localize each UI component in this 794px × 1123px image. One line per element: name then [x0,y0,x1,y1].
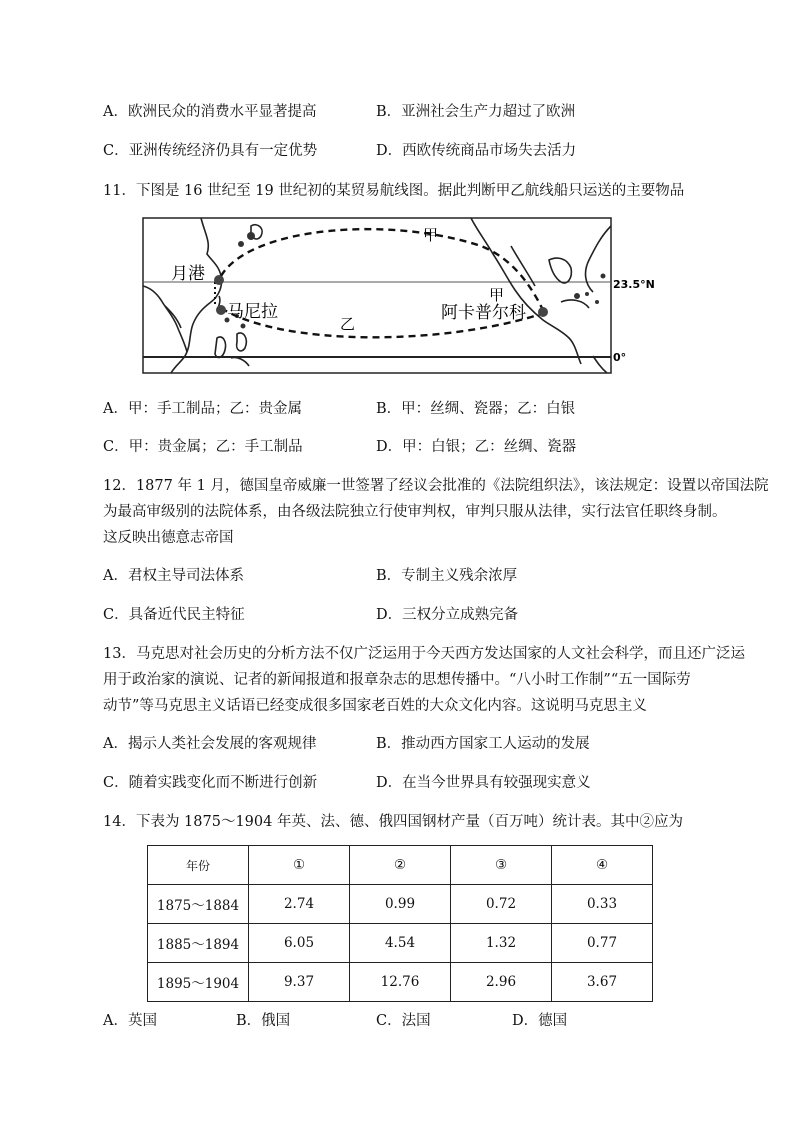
label-tropic: 23.5°N [613,278,655,291]
q12-stem-line-2: 为最高审级别的法院体系，由各级法院独立行使审判权，审判只服从法律，实行法官任职终身制。 [103,504,727,520]
steel-output-table [147,845,653,1002]
q13-option-b[interactable]: B．推动西方国家工人运动的发展 [376,736,590,752]
q10-option-b[interactable]: B．亚洲社会生产力超过了欧洲 [376,104,576,120]
q14-option-b[interactable]: B．俄国 [236,1013,291,1029]
label-yi: 乙 [340,315,356,333]
q10-option-c[interactable]: C．亚洲传统经济仍具有一定优势 [103,143,318,159]
table-cell: 1885～1894 [148,924,249,963]
q13-stem-line-2: 用于政治家的演说、记者的新闻报道和报章杂志的思想传播中。“八小时工作制”“五一国际劳 [103,672,691,688]
table-cell: 1875～1884 [148,885,249,924]
table-cell: 2.96 [451,963,552,1002]
table-header-row [148,846,653,885]
table-cell: 2.74 [249,885,350,924]
q12-option-d[interactable]: D．三权分立成熟完备 [376,607,519,623]
q11-option-d[interactable]: D．甲：白银；乙：丝绸、瓷器 [376,439,577,455]
q14-stem: 14．下表为 1875～1904 年英、法、德、俄四国钢材产量（百万吨）统计表。其中②应为 [103,814,683,830]
label-jia-top: 甲 [423,226,439,244]
table-row [148,924,653,963]
table-cell: 1895～1904 [148,963,249,1002]
q14-option-a[interactable]: A．英国 [103,1013,157,1029]
q10-option-d[interactable]: D．西欧传统商品市场失去活力 [376,143,577,159]
table-row [148,963,653,1002]
header-col-1: ① [249,846,350,885]
label-acapulco: 阿卡普尔科 [441,303,526,323]
label-jia-right: 甲 [489,286,505,304]
table-cell: 9.37 [249,963,350,1002]
table-cell: 0.33 [552,885,653,924]
acapulco-port-dot [538,307,548,317]
q13-stem-line-3: 动节”等马克思主义话语已经变成很多国家老百姓的大众文化内容。这说明马克思主义 [103,698,647,714]
q11-stem: 11．下图是 16 世纪至 19 世纪初的某贸易航线图。据此判断甲乙航线船只运送的主要物品 [103,183,685,199]
table-cell: 0.77 [552,924,653,963]
q10-option-a[interactable]: A．欧洲民众的消费水平显著提高 [103,104,317,120]
q11-option-b[interactable]: B．甲：丝绸、瓷器；乙：白银 [376,401,576,417]
q11-option-a[interactable]: A．甲：手工制品；乙：贵金属 [103,401,302,417]
table-cell: 0.72 [451,885,552,924]
q14-option-c[interactable]: C．法国 [376,1013,431,1029]
label-yuegang: 月港 [171,264,205,284]
table-cell: 6.05 [249,924,350,963]
q12-option-a[interactable]: A．君权主导司法体系 [103,568,244,584]
q13-stem-line-1: 13．马克思对社会历史的分析方法不仅广泛运用于今天西方发达国家的人文社会科学，而且还广泛运 [103,646,745,662]
table-cell: 0.99 [350,885,451,924]
header-col-3: ③ [451,846,552,885]
table-cell: 4.54 [350,924,451,963]
manila-port-dot [216,305,226,315]
table-cell: 1.32 [451,924,552,963]
yuegang-port-dot [214,275,224,285]
header-year: 年份 [148,846,249,885]
label-manila: 马尼拉 [227,302,278,322]
map-frame [143,218,611,373]
q12-option-c[interactable]: C．具备近代民主特征 [103,607,245,623]
q13-option-a[interactable]: A．揭示人类社会发展的客观规律 [103,736,317,752]
q12-option-b[interactable]: B．专制主义残余浓厚 [376,568,518,584]
header-col-4: ④ [552,846,653,885]
q12-stem-line-3: 这反映出德意志帝国 [103,530,234,546]
header-col-2: ② [350,846,451,885]
label-equator: 0° [613,351,627,364]
table-cell: 3.67 [552,963,653,1002]
q11-option-c[interactable]: C．甲：贵金属；乙：手工制品 [103,439,303,455]
table-cell: 12.76 [350,963,451,1002]
q13-option-c[interactable]: C．随着实践变化而不断进行创新 [103,775,318,791]
table-row [148,885,653,924]
q14-option-d[interactable]: D．德国 [512,1013,568,1029]
q13-option-d[interactable]: D．在当今世界具有较强现实意义 [376,775,591,791]
trade-route-map [141,216,661,376]
q12-stem-line-1: 12．1877 年 1 月，德国皇帝威廉一世签署了经议会批准的《法院组织法》，该法规定：设置以帝国法院 [103,478,769,494]
